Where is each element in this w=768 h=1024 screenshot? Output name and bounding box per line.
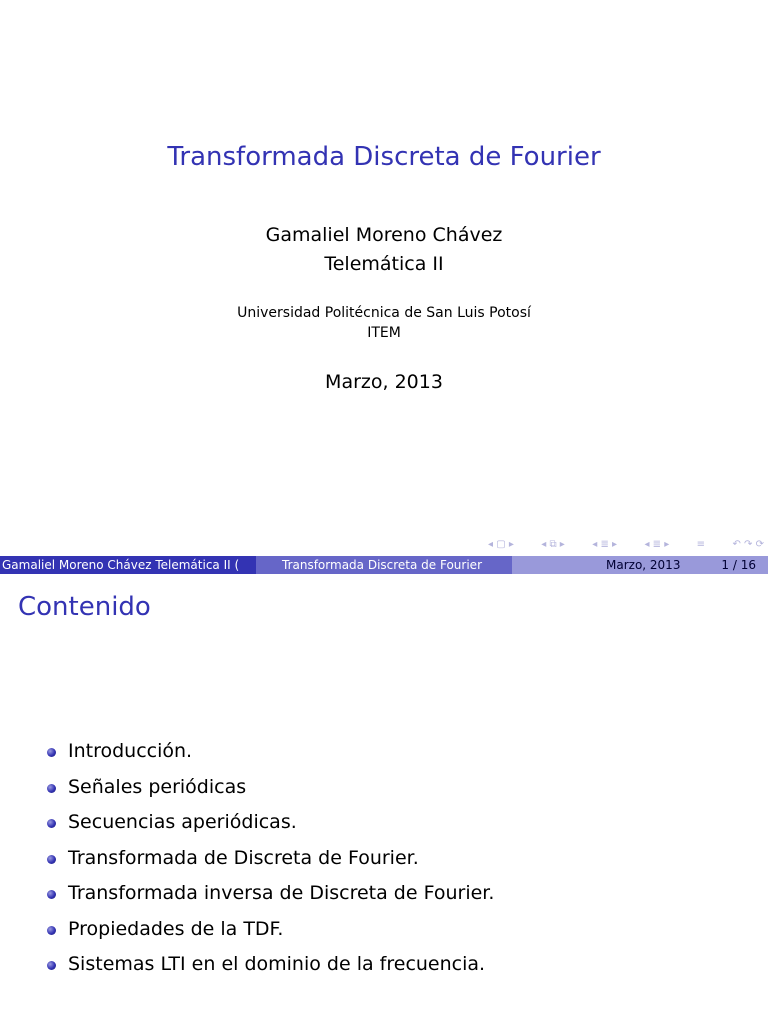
toc-icon[interactable]: ≡ (696, 538, 706, 550)
list-item (44, 912, 494, 948)
bullet-icon (47, 926, 56, 935)
frame-title: Contenido (18, 592, 151, 622)
section-nav-icon[interactable]: ◂ ≣ ▸ (592, 538, 618, 550)
footline (0, 556, 768, 574)
bullet-icon (47, 961, 56, 970)
institution-unit: ITEM (367, 325, 401, 341)
presentation-date: Marzo, 2013 (325, 371, 443, 393)
list-item-label: Secuencias aperiódicas. (68, 811, 297, 833)
bullet-icon (47, 748, 56, 757)
section-nav-icon-2[interactable]: ◂ ≣ ▸ (644, 538, 670, 550)
contents-list (44, 734, 494, 983)
list-item-label: Propiedades de la TDF. (68, 917, 284, 940)
footline-info (512, 556, 768, 574)
bullet-icon (47, 890, 56, 899)
footline-author: Gamaliel Moreno Chávez Telemática II ( (0, 556, 256, 574)
author-name: Gamaliel Moreno Chávez (265, 224, 503, 246)
bullet-icon (47, 784, 56, 793)
list-item (44, 734, 494, 770)
list-item-label: Introducción. (68, 740, 193, 762)
list-item-label: Señales periódicas (68, 775, 247, 798)
search-icon[interactable]: ↶ ↷ ⟳ (732, 538, 764, 550)
list-item-label: Transformada inversa de Discreta de Fourier. (68, 882, 495, 904)
list-item (44, 770, 494, 806)
footline-date: Marzo, 2013 (606, 558, 681, 572)
subsection-nav-icon[interactable]: ◂ ⧉ ▸ (541, 538, 565, 550)
beamer-navigation-bar (488, 536, 764, 552)
contents-slide (0, 574, 768, 1024)
list-item (44, 876, 494, 912)
course-name: Telemática II (324, 253, 444, 275)
bullet-icon (47, 855, 56, 864)
presentation-title: Transformada Discreta de Fourier (167, 142, 601, 172)
list-item (44, 805, 494, 841)
page-number: 1 / 16 (721, 558, 756, 572)
frame-nav-icon[interactable]: ◂ ▢ ▸ (488, 538, 514, 550)
list-item-label: Transformada de Discreta de Fourier. (68, 846, 419, 869)
bullet-icon (47, 819, 56, 828)
list-item-label: Sistemas LTI en el dominio de la frecuencia. (68, 953, 486, 975)
footline-title: Transformada Discreta de Fourier (256, 556, 512, 574)
institution-name: Universidad Politécnica de San Luis Potosí (237, 305, 531, 321)
list-item (44, 947, 494, 983)
list-item (44, 841, 494, 877)
